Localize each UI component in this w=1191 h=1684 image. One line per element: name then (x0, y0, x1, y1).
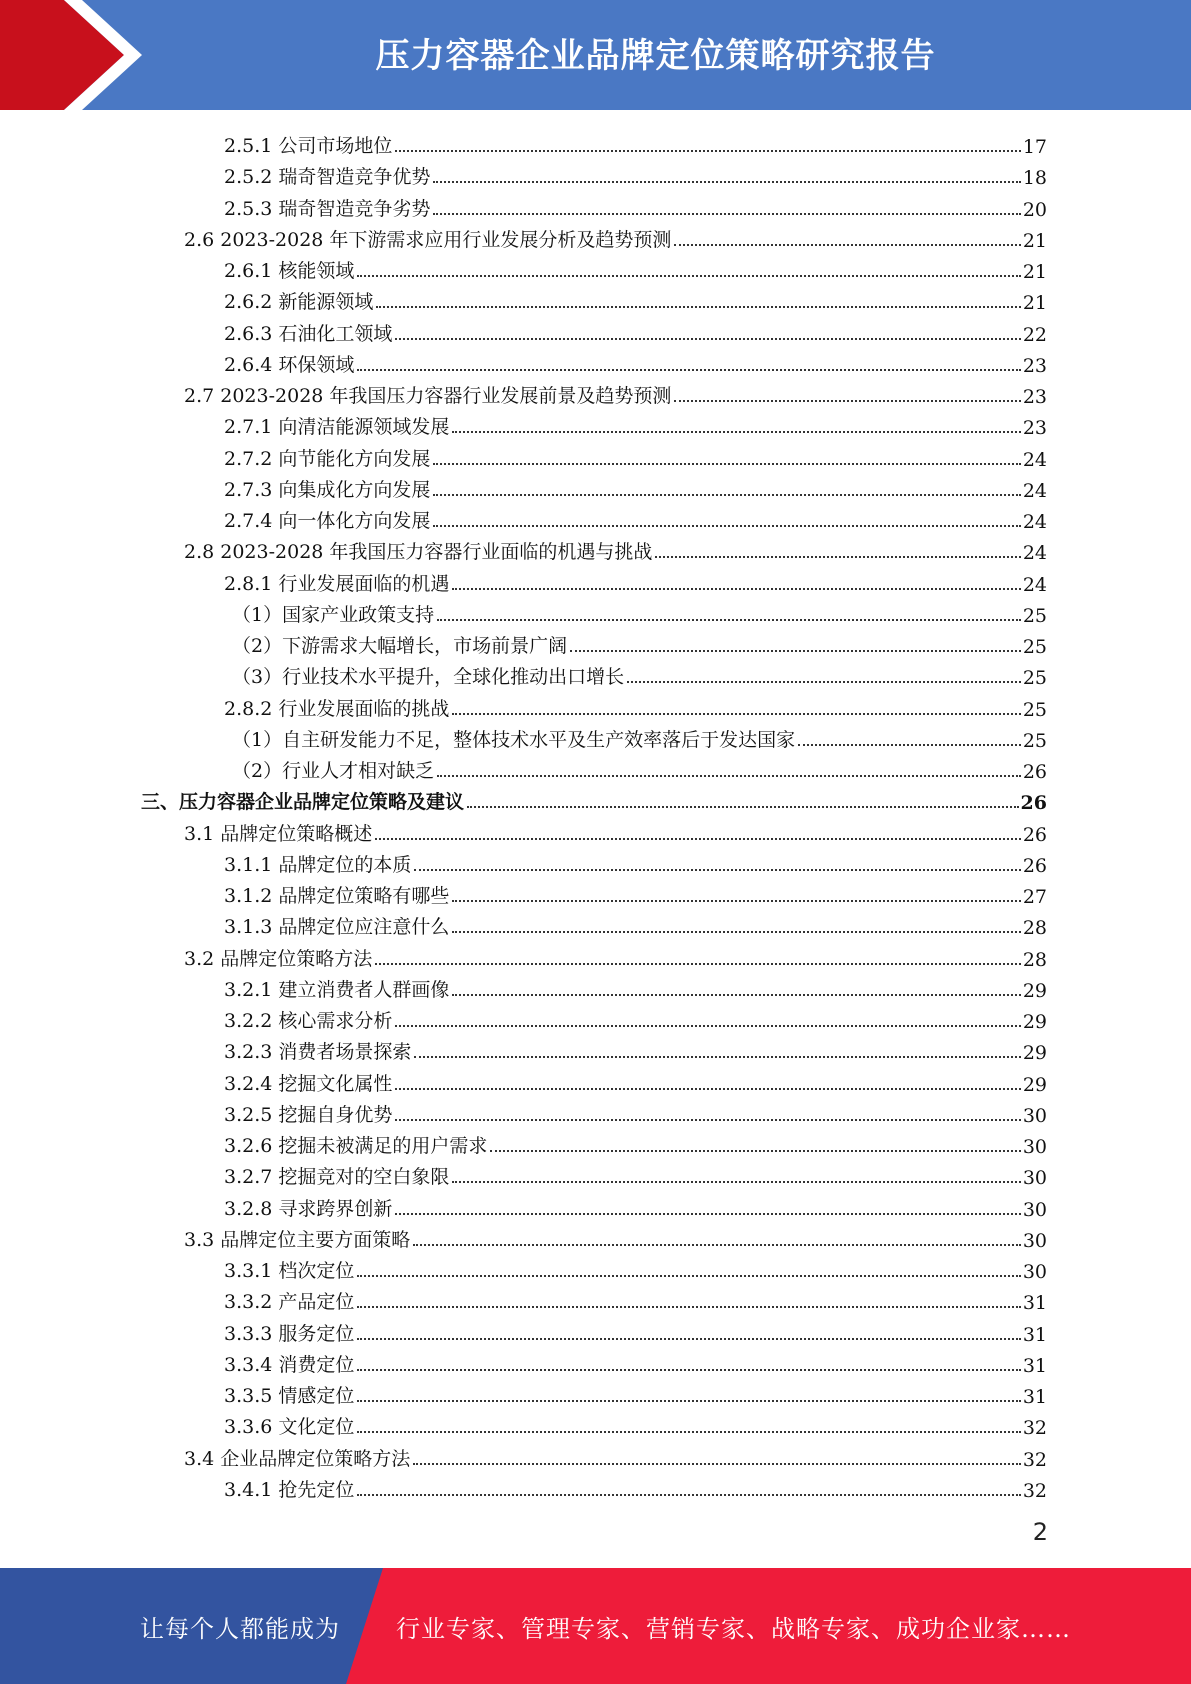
toc-entry[interactable] (224, 908, 1047, 939)
page-number: 2 (1032, 1518, 1048, 1546)
toc-dot-leader (627, 681, 1021, 683)
toc-entry[interactable] (184, 940, 1047, 971)
toc-entry-title: 3.2.4 挖掘文化属性 (224, 1072, 393, 1095)
toc-entry[interactable] (232, 658, 1047, 689)
toc-entry[interactable] (224, 127, 1047, 158)
toc-entry[interactable] (224, 158, 1047, 189)
toc-entry-page: 24 (1022, 479, 1047, 502)
toc-entry-page: 24 (1022, 573, 1047, 596)
toc-dot-leader (357, 1369, 1020, 1371)
footer-banner (0, 1568, 1191, 1684)
toc-entry-title: 3.1.2 品牌定位策略有哪些 (224, 885, 450, 907)
toc-entry-page: 26 (1020, 792, 1047, 815)
toc-dot-leader (433, 213, 1020, 215)
toc-entry[interactable] (224, 346, 1047, 377)
toc-entry-title: 3.3.4 消费定位 (224, 1353, 355, 1376)
toc-entry-page: 31 (1022, 1386, 1047, 1408)
toc-entry-page: 25 (1022, 667, 1047, 690)
toc-dot-leader (452, 431, 1020, 433)
toc-entry-page: 30 (1022, 1198, 1047, 1221)
toc-dot-leader (452, 713, 1020, 715)
toc-entry-page: 32 (1022, 1479, 1047, 1502)
toc-entry[interactable] (224, 846, 1047, 877)
toc-dot-leader (413, 1463, 1021, 1465)
toc-entry-page: 32 (1022, 1448, 1047, 1471)
toc-entry-page: 21 (1022, 261, 1047, 283)
toc-dot-leader (395, 1213, 1020, 1215)
toc-entry-title: 2.6.1 核能领域 (224, 260, 355, 282)
toc-entry-page: 18 (1022, 167, 1047, 190)
toc-entry-title: 2.7.3 向集成化方向发展 (224, 478, 431, 501)
toc-entry-title: 三、压力容器企业品牌定位策略及建议 (141, 791, 465, 814)
toc-dot-leader (433, 463, 1020, 465)
toc-entry-title: 3.2.8 寻求跨界创新 (224, 1197, 393, 1220)
toc-entry[interactable] (224, 877, 1047, 908)
toc-entry-title: 2.8 2023-2028 年我国压力容器行业面临的机遇与挑战 (184, 541, 653, 564)
toc-entry-title: （1）自主研发能力不足，整体技术水平及生产效率落后于发达国家 (232, 728, 796, 751)
toc-entry-page: 29 (1022, 979, 1047, 1002)
toc-entry-title: 3.2.5 挖掘自身优势 (224, 1103, 393, 1126)
toc-entry-page: 24 (1022, 448, 1047, 471)
toc-entry-page: 30 (1022, 1167, 1047, 1190)
toc-dot-leader (467, 806, 1019, 808)
toc-entry[interactable] (184, 533, 1047, 564)
toc-dot-leader (357, 1400, 1020, 1402)
toc-dot-leader (452, 931, 1020, 933)
toc-entry-page: 30 (1022, 1229, 1047, 1252)
toc-entry-title: 3.4 企业品牌定位策略方法 (184, 1447, 411, 1470)
toc-entry[interactable] (224, 1346, 1047, 1377)
toc-dot-leader (452, 588, 1020, 590)
toc-entry-title: 3.2.2 核心需求分析 (224, 1010, 393, 1032)
toc-entry[interactable] (224, 1065, 1047, 1096)
toc-entry-title: 2.7.2 向节能化方向发展 (224, 447, 431, 470)
toc-entry[interactable] (224, 471, 1047, 502)
toc-entry-page: 27 (1022, 886, 1047, 908)
toc-entry-page: 25 (1022, 636, 1047, 658)
toc-entry-title: 2.7.4 向一体化方向发展 (224, 510, 431, 532)
toc-entry-title: 3.2 品牌定位策略方法 (184, 947, 373, 970)
toc-dot-leader (433, 525, 1020, 527)
toc-entry-page: 24 (1022, 542, 1047, 565)
toc-entry-page: 31 (1022, 1323, 1047, 1346)
toc-entry-page: 28 (1022, 917, 1047, 940)
toc-entry[interactable] (224, 1471, 1047, 1502)
toc-entry-title: 2.6.2 新能源领域 (224, 291, 374, 314)
toc-entry[interactable] (224, 565, 1047, 596)
toc-entry[interactable] (224, 1190, 1047, 1221)
toc-dot-leader (414, 1056, 1020, 1058)
toc-entry[interactable] (224, 1033, 1047, 1064)
toc-entry[interactable] (184, 221, 1047, 252)
toc-dot-leader (452, 1181, 1020, 1183)
toc-entry-title: 2.5.1 公司市场地位 (224, 135, 393, 157)
toc-entry[interactable] (224, 315, 1047, 346)
toc-dot-leader (413, 1244, 1021, 1246)
toc-entry[interactable] (224, 1252, 1047, 1283)
footer-slogan-left: 让每个人都能成为 (140, 1614, 340, 1643)
toc-entry-title: 3.3.3 服务定位 (224, 1322, 355, 1345)
toc-entry[interactable] (232, 596, 1047, 627)
toc-entry-title: 3.3.5 情感定位 (224, 1385, 355, 1407)
toc-dot-leader (452, 994, 1020, 996)
toc-dot-leader (395, 150, 1020, 152)
toc-entry[interactable] (224, 690, 1047, 721)
toc-entry-page: 25 (1022, 729, 1047, 752)
toc-entry-title: 2.8.1 行业发展面临的机遇 (224, 572, 450, 595)
toc-entry[interactable] (224, 1002, 1047, 1033)
toc-entry-title: 3.3.6 文化定位 (224, 1416, 355, 1439)
toc-entry[interactable] (184, 377, 1047, 408)
toc-entry-page: 22 (1022, 323, 1047, 346)
toc-dot-leader (375, 838, 1021, 840)
toc-entry-title: 3.3.1 档次定位 (224, 1260, 355, 1282)
toc-entry-page: 25 (1022, 604, 1047, 627)
toc-entry-title: （3）行业技术水平提升，全球化推动出口增长 (232, 666, 625, 689)
toc-dot-leader (452, 900, 1020, 902)
toc-entry[interactable] (224, 190, 1047, 221)
toc-entry-title: 3.2.1 建立消费者人群画像 (224, 978, 450, 1001)
toc-entry-page: 32 (1022, 1417, 1047, 1440)
toc-entry[interactable] (232, 721, 1047, 752)
toc-entry-title: 2.8.2 行业发展面临的挑战 (224, 697, 450, 720)
toc-dot-leader (437, 619, 1021, 621)
toc-entry-title: 2.5.3 瑞奇智造竞争劣势 (224, 197, 431, 220)
toc-dot-leader (395, 1088, 1020, 1090)
toc-dot-leader (798, 744, 1021, 746)
toc-dot-leader (674, 244, 1020, 246)
toc-entry[interactable] (224, 283, 1047, 314)
toc-entry[interactable] (224, 1377, 1047, 1408)
toc-entry-title: 3.3.2 产品定位 (224, 1291, 355, 1314)
toc-entry-page: 30 (1022, 1136, 1047, 1158)
toc-entry-title: （1）国家产业政策支持 (232, 603, 435, 626)
toc-entry-page: 30 (1022, 1261, 1047, 1283)
toc-entry[interactable] (184, 815, 1047, 846)
toc-dot-leader (376, 306, 1020, 308)
toc-dot-leader (375, 963, 1021, 965)
toc-entry-page: 29 (1022, 1073, 1047, 1096)
toc-entry-page: 21 (1022, 292, 1047, 315)
toc-entry-title: 2.7.1 向清洁能源领域发展 (224, 416, 450, 439)
toc-dot-leader (570, 650, 1021, 652)
toc-dot-leader (414, 869, 1020, 871)
toc-entry-title: 2.6 2023-2028 年下游需求应用行业发展分析及趋势预测 (184, 228, 672, 251)
toc-dot-leader (357, 369, 1020, 371)
toc-entry-page: 17 (1022, 136, 1047, 158)
toc-entry-page: 23 (1022, 417, 1047, 440)
toc-entry-page: 23 (1022, 354, 1047, 377)
toc-entry[interactable] (184, 1440, 1047, 1471)
toc-entry-title: 2.5.2 瑞奇智造竞争优势 (224, 166, 431, 189)
toc-entry[interactable] (224, 971, 1047, 1002)
toc-dot-leader (357, 1306, 1020, 1308)
toc-entry-title: 3.2.3 消费者场景探索 (224, 1041, 412, 1064)
toc-entry-title: 3.1 品牌定位策略概述 (184, 822, 373, 845)
toc-entry[interactable] (224, 1096, 1047, 1127)
toc-dot-leader (357, 1431, 1020, 1433)
toc-entry[interactable] (224, 440, 1047, 471)
toc-entry-page: 26 (1022, 761, 1047, 783)
toc-entry-title: 3.2.6 挖掘未被满足的用户需求 (224, 1135, 488, 1157)
toc-entry-title: 3.1.3 品牌定位应注意什么 (224, 916, 450, 939)
toc-entry-title: （2）下游需求大幅增长，市场前景广阔 (232, 635, 568, 657)
toc-entry-page: 21 (1022, 229, 1047, 252)
toc-entry-page: 23 (1022, 386, 1047, 408)
document-title: 压力容器企业品牌定位策略研究报告 (375, 35, 936, 76)
toc-entry[interactable] (232, 627, 1047, 658)
toc-entry[interactable] (224, 408, 1047, 439)
toc-dot-leader (395, 338, 1020, 340)
toc-entry-page: 24 (1022, 511, 1047, 533)
toc-dot-leader (395, 1119, 1020, 1121)
toc-dot-leader (357, 275, 1020, 277)
toc-entry-page: 30 (1022, 1104, 1047, 1127)
toc-entry-title: 2.6.3 石油化工领域 (224, 322, 393, 345)
header-banner (0, 0, 1191, 110)
toc-entry[interactable] (224, 1158, 1047, 1189)
toc-entry[interactable] (224, 252, 1047, 283)
toc-dot-leader (357, 1494, 1020, 1496)
toc-entry-page: 29 (1022, 1011, 1047, 1033)
toc-entry-title: 3.3 品牌定位主要方面策略 (184, 1228, 411, 1251)
toc-entry[interactable] (141, 783, 1047, 814)
toc-entry[interactable] (224, 1127, 1047, 1158)
toc-entry-title: 2.6.4 环保领域 (224, 353, 355, 376)
toc-dot-leader (433, 181, 1020, 183)
toc-entry-page: 26 (1022, 823, 1047, 846)
toc-dot-leader (674, 400, 1020, 402)
toc-entry[interactable] (224, 1315, 1047, 1346)
toc-entry-page: 26 (1022, 854, 1047, 877)
toc-dot-leader (357, 1275, 1020, 1277)
footer-slogan-right: 行业专家、管理专家、营销专家、战略专家、成功企业家…… (396, 1614, 1071, 1643)
toc-dot-leader (437, 775, 1021, 777)
toc-entry-title: 3.1.1 品牌定位的本质 (224, 853, 412, 876)
toc-entry-title: 3.2.7 挖掘竞对的空白象限 (224, 1166, 450, 1189)
toc-entry-page: 31 (1022, 1292, 1047, 1315)
toc-entry[interactable] (224, 502, 1047, 533)
toc-dot-leader (433, 494, 1020, 496)
toc-entry-title: （2）行业人才相对缺乏 (232, 760, 435, 782)
toc-entry-title: 2.7 2023-2028 年我国压力容器行业发展前景及趋势预测 (184, 385, 672, 407)
toc-entry-page: 20 (1022, 198, 1047, 221)
toc-dot-leader (395, 1025, 1020, 1027)
toc-entry-page: 25 (1022, 698, 1047, 721)
toc-entry[interactable] (184, 1221, 1047, 1252)
toc-entry[interactable] (232, 752, 1047, 783)
toc-dot-leader (490, 1150, 1020, 1152)
toc-entry[interactable] (224, 1408, 1047, 1439)
toc-dot-leader (655, 556, 1020, 558)
toc-entry-title: 3.4.1 抢先定位 (224, 1478, 355, 1501)
toc-entry[interactable] (224, 1283, 1047, 1314)
toc-entry-page: 28 (1022, 948, 1047, 971)
toc-dot-leader (357, 1338, 1020, 1340)
toc-entry-page: 31 (1022, 1354, 1047, 1377)
toc-entry-page: 29 (1022, 1042, 1047, 1065)
